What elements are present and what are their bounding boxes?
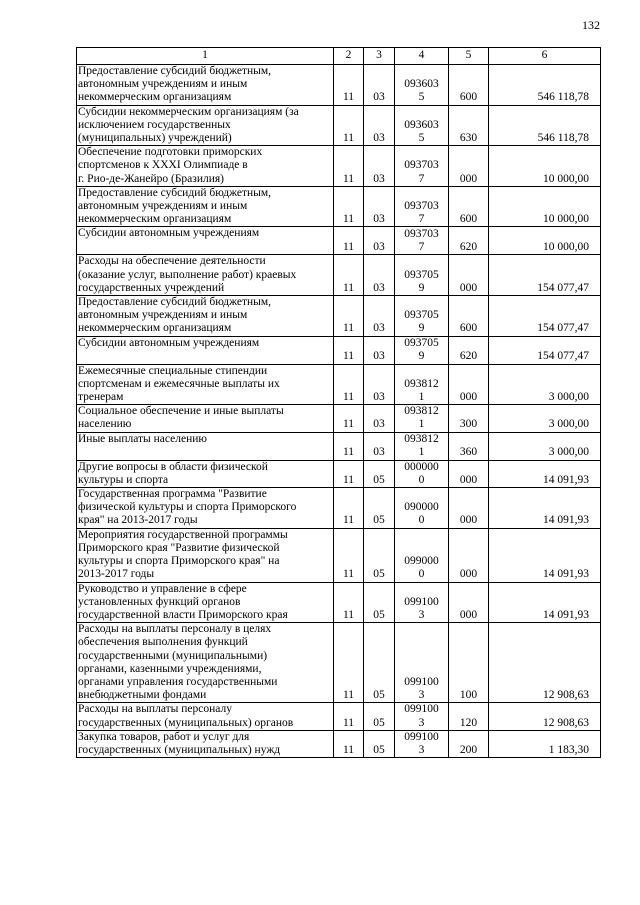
amount: 10 000,00 [489, 227, 601, 255]
target-article-code: 093705 9 [395, 296, 449, 337]
amount: 3 000,00 [489, 364, 601, 405]
table-row [77, 186, 601, 227]
expense-type-code: 000 [449, 582, 489, 623]
subsection-code: 03 [364, 186, 395, 227]
target-article-code: 093703 7 [395, 146, 449, 187]
table-row [77, 296, 601, 337]
target-article-code: 099100 3 [395, 623, 449, 703]
section-code: 11 [334, 528, 364, 582]
expense-name: Закупка товаров, работ и услуг для государственных (муниципальных) нужд [77, 730, 334, 757]
subsection-code: 03 [364, 336, 395, 364]
expense-name: Социальное обеспечение и иные выплаты населению [77, 405, 334, 432]
expense-type-code: 600 [449, 65, 489, 106]
expense-name: Субсидии автономным учреждениям [77, 336, 334, 364]
header-col-5: 5 [449, 48, 489, 65]
subsection-code: 05 [364, 488, 395, 529]
expense-name: Субсидии автономным учреждениям [77, 227, 334, 255]
target-article-code: 099100 3 [395, 582, 449, 623]
target-article-code: 090000 0 [395, 488, 449, 529]
section-code: 11 [334, 730, 364, 757]
section-code: 11 [334, 255, 364, 296]
section-code: 11 [334, 460, 364, 487]
subsection-code: 03 [364, 227, 395, 255]
table-header-row [77, 48, 601, 65]
subsection-code: 05 [364, 582, 395, 623]
amount: 546 118,78 [489, 105, 601, 146]
expense-type-code: 000 [449, 488, 489, 529]
header-col-1: 1 [77, 48, 334, 65]
table-row [77, 460, 601, 487]
target-article-code: 093705 9 [395, 336, 449, 364]
subsection-code: 03 [364, 105, 395, 146]
expense-name: Государственная программа "Развитие физической культуры и спорта Приморского края" на 2013-2017 годы [77, 488, 334, 529]
section-code: 11 [334, 488, 364, 529]
subsection-code: 05 [364, 528, 395, 582]
header-col-3: 3 [364, 48, 395, 65]
subsection-code: 05 [364, 460, 395, 487]
header-col-6: 6 [489, 48, 601, 65]
amount: 12 908,63 [489, 623, 601, 703]
expense-type-code: 600 [449, 186, 489, 227]
subsection-code: 05 [364, 623, 395, 703]
expense-type-code: 000 [449, 364, 489, 405]
subsection-code: 03 [364, 65, 395, 106]
table-row [77, 364, 601, 405]
table-row [77, 336, 601, 364]
target-article-code: 093705 9 [395, 255, 449, 296]
expense-type-code: 200 [449, 730, 489, 757]
expense-name: Предоставление субсидий бюджетным, автономным учреждениям и иным некоммерческим организациям [77, 186, 334, 227]
subsection-code: 03 [364, 255, 395, 296]
expense-name: Иные выплаты населению [77, 432, 334, 460]
table-row [77, 65, 601, 106]
table-row [77, 405, 601, 432]
header-col-4: 4 [395, 48, 449, 65]
expense-name: Субсидии некоммерческим организациям (за исключением государственных (муниципальных) учреждений) [77, 105, 334, 146]
subsection-code: 03 [364, 296, 395, 337]
expense-name: Ежемесячные специальные стипендии спортсменам и ежемесячные выплаты их тренерам [77, 364, 334, 405]
amount: 14 091,93 [489, 460, 601, 487]
expense-type-code: 600 [449, 296, 489, 337]
table-row [77, 432, 601, 460]
section-code: 11 [334, 364, 364, 405]
expense-name: Обеспечение подготовки приморских спортсменов к XXXI Олимпиаде в г. Рио-де-Жанейро (Бразилия) [77, 146, 334, 187]
target-article-code: 093812 1 [395, 364, 449, 405]
subsection-code: 05 [364, 703, 395, 730]
expense-type-code: 120 [449, 703, 489, 730]
subsection-code: 03 [364, 405, 395, 432]
amount: 14 091,93 [489, 488, 601, 529]
expense-type-code: 000 [449, 255, 489, 296]
target-article-code: 093603 5 [395, 65, 449, 106]
amount: 14 091,93 [489, 582, 601, 623]
section-code: 11 [334, 186, 364, 227]
section-code: 11 [334, 623, 364, 703]
target-article-code: 099100 3 [395, 703, 449, 730]
expense-type-code: 000 [449, 146, 489, 187]
expense-name: Предоставление субсидий бюджетным, автономным учреждениям и иным некоммерческим организациям [77, 65, 334, 106]
expense-name: Мероприятия государственной программы Приморского края "Развитие физической культуры и спорта Приморского края" на 2013-2017 годы [77, 528, 334, 582]
header-col-2: 2 [334, 48, 364, 65]
expense-name: Предоставление субсидий бюджетным, автономным учреждениям и иным некоммерческим организациям [77, 296, 334, 337]
table-row [77, 730, 601, 757]
expense-name: Расходы на обеспечение деятельности (оказание услуг, выполнение работ) краевых государственных учреждений [77, 255, 334, 296]
amount: 12 908,63 [489, 703, 601, 730]
expense-name: Руководство и управление в сфере установленных функций органов государственной власти Приморского края [77, 582, 334, 623]
amount: 3 000,00 [489, 405, 601, 432]
amount: 1 183,30 [489, 730, 601, 757]
amount: 3 000,00 [489, 432, 601, 460]
expense-name: Расходы на выплаты персоналу в целях обеспечения выполнения функций государственными (муниципальными) органами, казенными учреждениями, органами управления государственными внебюджетными фондами [77, 623, 334, 703]
table-row [77, 703, 601, 730]
subsection-code: 03 [364, 146, 395, 187]
section-code: 11 [334, 405, 364, 432]
target-article-code: 093703 7 [395, 186, 449, 227]
expense-name: Другие вопросы в области физической культуры и спорта [77, 460, 334, 487]
section-code: 11 [334, 105, 364, 146]
amount: 546 118,78 [489, 65, 601, 106]
section-code: 11 [334, 703, 364, 730]
table-row [77, 146, 601, 187]
table-row [77, 582, 601, 623]
table-row [77, 105, 601, 146]
target-article-code: 093703 7 [395, 227, 449, 255]
subsection-code: 05 [364, 730, 395, 757]
expense-type-code: 620 [449, 336, 489, 364]
target-article-code: 000000 0 [395, 460, 449, 487]
table-row [77, 623, 601, 703]
amount: 10 000,00 [489, 186, 601, 227]
section-code: 11 [334, 336, 364, 364]
amount: 154 077,47 [489, 255, 601, 296]
target-article-code: 093812 1 [395, 405, 449, 432]
target-article-code: 099100 3 [395, 730, 449, 757]
expense-type-code: 620 [449, 227, 489, 255]
amount: 154 077,47 [489, 296, 601, 337]
table-row [77, 488, 601, 529]
target-article-code: 093812 1 [395, 432, 449, 460]
subsection-code: 03 [364, 364, 395, 405]
expense-type-code: 300 [449, 405, 489, 432]
expense-type-code: 000 [449, 460, 489, 487]
section-code: 11 [334, 432, 364, 460]
expense-type-code: 000 [449, 528, 489, 582]
budget-table [76, 47, 601, 758]
amount: 10 000,00 [489, 146, 601, 187]
table-row [77, 227, 601, 255]
table-row [77, 255, 601, 296]
table-row [77, 528, 601, 582]
section-code: 11 [334, 296, 364, 337]
subsection-code: 03 [364, 432, 395, 460]
section-code: 11 [334, 65, 364, 106]
page-number: 132 [582, 18, 600, 32]
target-article-code: 099000 0 [395, 528, 449, 582]
expense-type-code: 100 [449, 623, 489, 703]
expense-name: Расходы на выплаты персоналу государственных (муниципальных) органов [77, 703, 334, 730]
amount: 14 091,93 [489, 528, 601, 582]
amount: 154 077,47 [489, 336, 601, 364]
section-code: 11 [334, 582, 364, 623]
expense-type-code: 360 [449, 432, 489, 460]
section-code: 11 [334, 227, 364, 255]
section-code: 11 [334, 146, 364, 187]
target-article-code: 093603 5 [395, 105, 449, 146]
expense-type-code: 630 [449, 105, 489, 146]
